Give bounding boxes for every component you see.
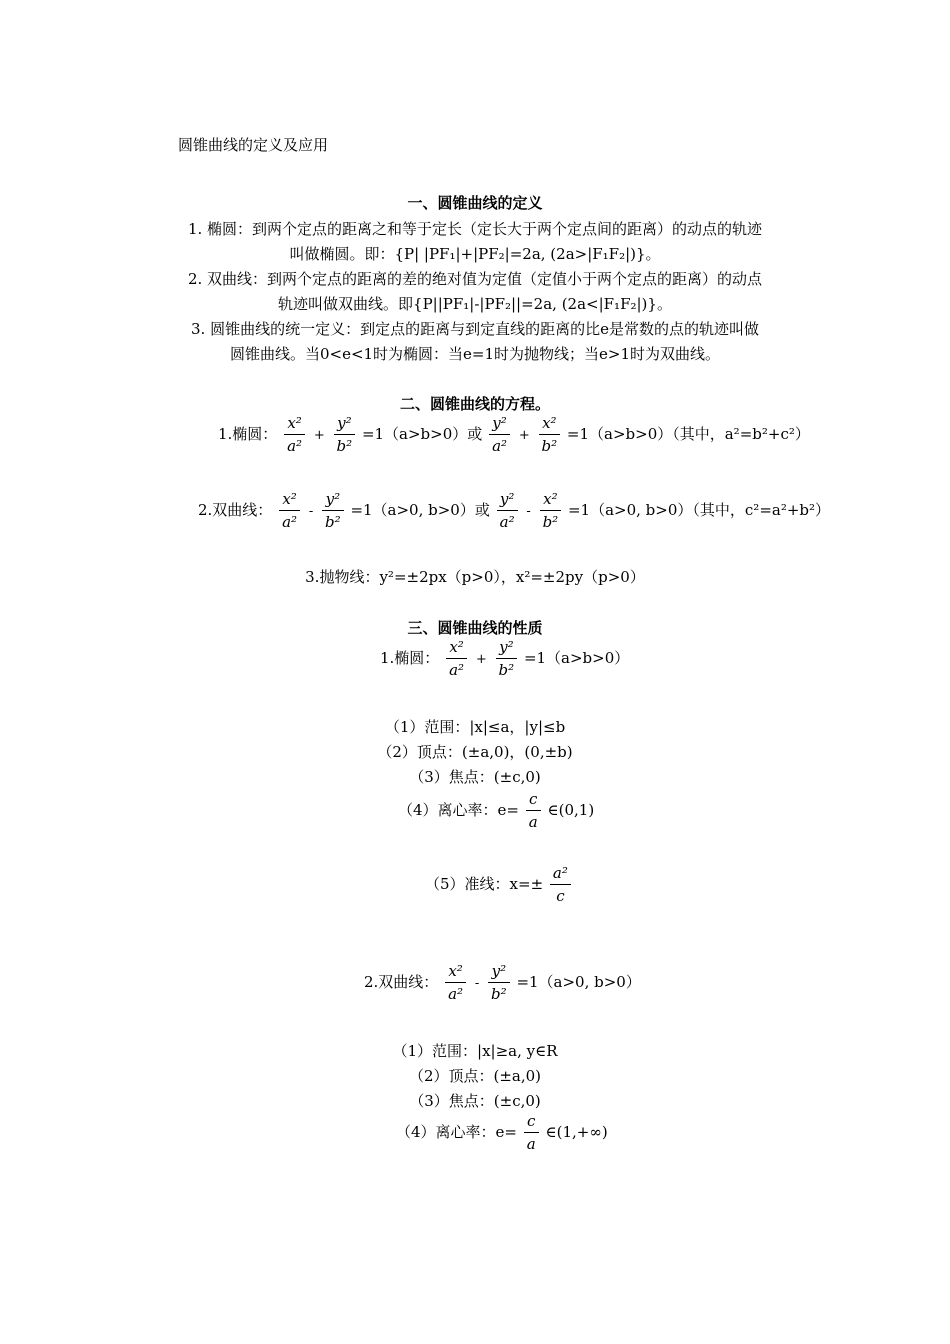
fraction-x2-over-a2: $\frac{\text{x²}}{\text{a²}}$ [279,492,300,530]
fraction-y2-over-b2: $\frac{\text{y²}}{\text{b²}}$ [488,964,510,1002]
hyperbola-focus: （3）焦点：(±c,0) [409,1092,541,1110]
section3-heading: 三、圆锥曲线的性质 [407,619,543,637]
fraction-a2-over-c: $\frac{\text{a²}}{c}$ [550,866,571,904]
fraction-c-over-a: $\frac{c}{a}$ [524,1114,539,1152]
hyperbola-equation-label: 2.双曲线： [198,501,273,519]
fraction-x2-over-a2: $\frac{\text{x²}}{\text{a²}}$ [445,964,466,1002]
definition-hyperbola-line2: 轨迹叫做双曲线。即{P||PF₁|-|PF₂||=2a, (2a<|F₁F₂|)}。 [278,295,672,313]
definition-ellipse-line2: 叫做椭圆。即：{P| |PF₁|+|PF₂|=2a, (2a>|F₁F₂|)}。 [289,245,661,263]
hyperbola-range: （1）范围：|x|≥a, y∈R [392,1042,558,1060]
parabola-equation: 3.抛物线：y²=±2px（p>0），x²=±2py（p>0） [305,568,645,586]
fraction-x2-over-a2: $\frac{\text{x²}}{\text{a²}}$ [284,416,305,454]
definition-unified-line2: 圆锥曲线。当0<e<1时为椭圆：当e=1时为抛物线；当e>1时为双曲线。 [229,345,721,363]
section1-heading: 一、圆锥曲线的定义 [407,194,543,212]
ellipse-property-label: 1.椭圆： [380,649,440,667]
fraction-y2-over-a2: $\frac{\text{y²}}{\text{a²}}$ [497,492,518,530]
fraction-y2-over-a2: $\frac{\text{y²}}{\text{a²}}$ [489,416,510,454]
hyperbola-property-label: 2.双曲线： [364,973,439,991]
fraction-y2-over-b2: $\frac{\text{y²}}{\text{b²}}$ [496,640,518,678]
section2-heading: 二、圆锥曲线的方程。 [399,395,550,413]
fraction-y2-over-b2: $\frac{\text{y²}}{\text{b²}}$ [322,492,344,530]
document-title: 圆锥曲线的定义及应用 [178,136,329,154]
ellipse-directrix: （5）准线：x=± $\frac{\text{a²}}{c}$ [425,866,573,904]
hyperbola-equation-row: 2.双曲线： $\frac{\text{x²}}{\text{a²}}$ - $\frac{\text{y²}}{\text{b²}}$ =1（a>0, b>0）或 $\frac{\text{y²}}{\text{a²}}$ - $\frac{\text{x²}}{\text{b²}}$ =1（a>0, b>0）（其中，c²=a²+b²） [198,490,831,531]
fraction-c-over-a: $\frac{c}{a}$ [526,792,541,830]
definition-unified-line1: 3. 圆锥曲线的统一定义：到定点的距离与到定直线的距离的比e是常数的点的轨迹叫做 [191,320,759,338]
hyperbola-eq1-rhs: =1（a>0, b>0）或 [350,501,490,519]
fraction-x2-over-b2: $\frac{\text{x²}}{\text{b²}}$ [540,492,562,530]
ellipse-eccentricity: （4）离心率：e= $\frac{c}{a}$ ∈(0,1) [398,790,595,831]
ellipse-focus: （3）焦点：(±c,0) [409,768,541,786]
ellipse-eq1-rhs: =1（a>b>0）或 [361,425,483,443]
definition-hyperbola-line1: 2. 双曲线：到两个定点的距离的差的绝对值为定值（定值小于两个定点的距离）的动点 [187,270,763,288]
fraction-x2-over-b2: $\frac{\text{x²}}{\text{b²}}$ [539,416,561,454]
hyperbola-property-rhs: =1（a>0, b>0） [516,973,641,991]
ellipse-equation-row: 1.椭圆： $\frac{\text{x²}}{\text{a²}}$ + $\frac{\text{y²}}{\text{b²}}$ =1（a>b>0）或 $\frac{\text{y²}}{\text{a²}}$ + $\frac{\text{x²}}{\text{b²}}$ =1（a>b>0）（其中，a²=b²+c²） [218,414,810,455]
ellipse-eq2-rhs: =1（a>b>0）（其中，a²=b²+c²） [566,425,810,443]
ellipse-property-rhs: =1（a>b>0） [523,649,630,667]
fraction-x2-over-a2: $\frac{\text{x²}}{\text{a²}}$ [446,640,467,678]
hyperbola-eq2-rhs: =1（a>0, b>0）（其中，c²=a²+b²） [567,501,831,519]
hyperbola-eccentricity: （4）离心率：e= $\frac{c}{a}$ ∈(1,+∞) [396,1112,608,1153]
fraction-y2-over-b2: $\frac{\text{y²}}{\text{b²}}$ [334,416,356,454]
hyperbola-vertex: （2）顶点：(±a,0) [408,1067,542,1085]
definition-ellipse-line1: 1. 椭圆：到两个定点的距离之和等于定长（定长大于两个定点间的距离）的动点的轨迹 [187,220,763,238]
ellipse-vertex: （2）顶点：(±a,0)，(0,±b) [377,743,573,761]
ellipse-property-equation: 1.椭圆： $\frac{\text{x²}}{\text{a²}}$ + $\frac{\text{y²}}{\text{b²}}$ =1（a>b>0） [380,638,630,679]
hyperbola-property-equation: 2.双曲线： $\frac{\text{x²}}{\text{a²}}$ - $\frac{\text{y²}}{\text{b²}}$ =1（a>0, b>0） [364,962,641,1003]
ellipse-range: （1）范围：|x|≤a，|y|≤b [384,718,566,736]
ellipse-equation-label: 1.椭圆： [218,425,278,443]
